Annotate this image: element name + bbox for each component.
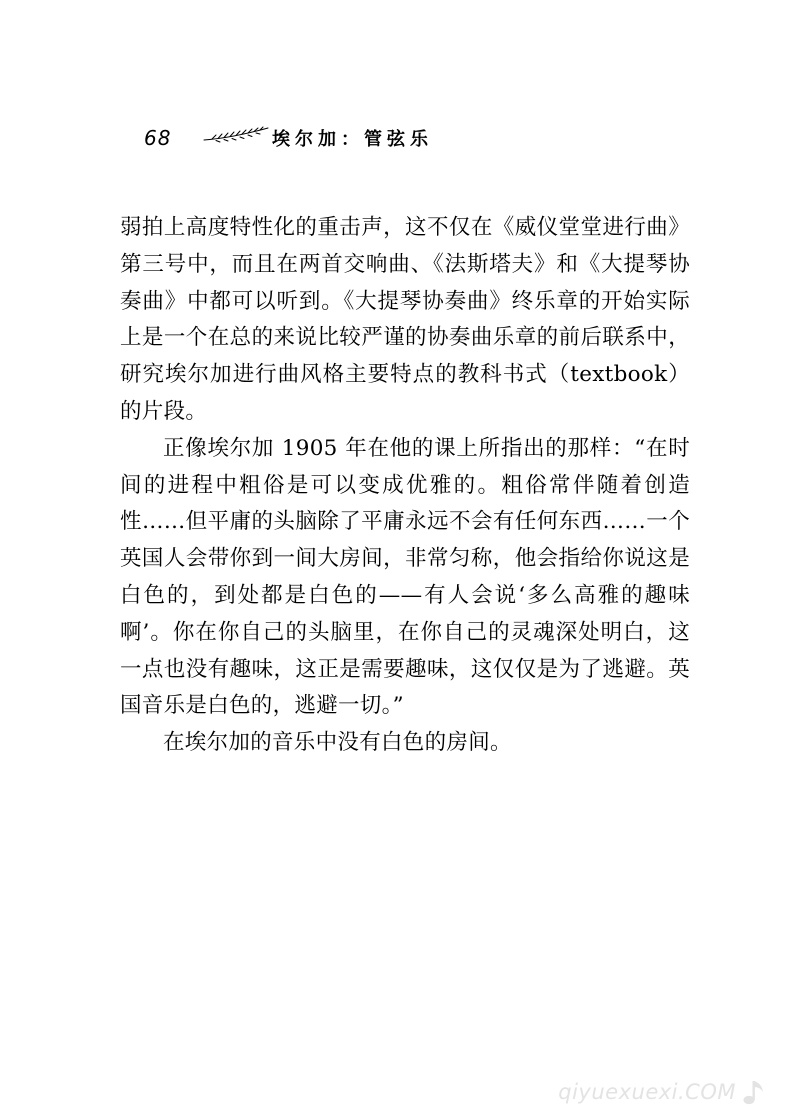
paragraph-1: 弱拍上高度特性化的重击声，这不仅在《威仪堂堂进行曲》第三号中，而且在两首交响曲、《法斯塔夫》和《大提琴协奏曲》中都可以听到。《大提琴协奏曲》终乐章的开始实际上是一个在总的来说比较严谨的协奏曲乐章的前后联系中，研究埃尔加进行曲风格主要特点的教科书式（textbook）的片段。 — [120, 215, 690, 424]
body-text — [120, 210, 690, 762]
running-header — [144, 122, 564, 156]
page-number: 68 — [144, 126, 172, 150]
quill-feather-icon — [202, 124, 272, 146]
paragraph-2: 正像埃尔加 1905 年在他的课上所指出的那样：“在时间的进程中粗俗是可以变成优雅的。粗俗常伴随着创造性……但平庸的头脑除了平庸永远不会有任何东西……一个英国人会带你到一间大房间，非常匀称，他会指给你说这是白色的，到处都是白色的——有人会说‘多么高雅的趣味啊’。你在你自己的头脑里，在你自己的灵魂深处明白，这一点也没有趣味，这正是需要趣味，这仅仅是为了逃避。英国音乐是白色的，逃避一切。” — [120, 435, 690, 719]
running-title: 埃尔加：管弦乐 — [272, 129, 433, 150]
watermark-text: qiyuexuexi.COM — [558, 1080, 736, 1104]
watermark — [558, 1076, 766, 1108]
paragraph-3: 在埃尔加的音乐中没有白色的房间。 — [163, 730, 512, 756]
music-note-icon — [742, 1078, 766, 1106]
